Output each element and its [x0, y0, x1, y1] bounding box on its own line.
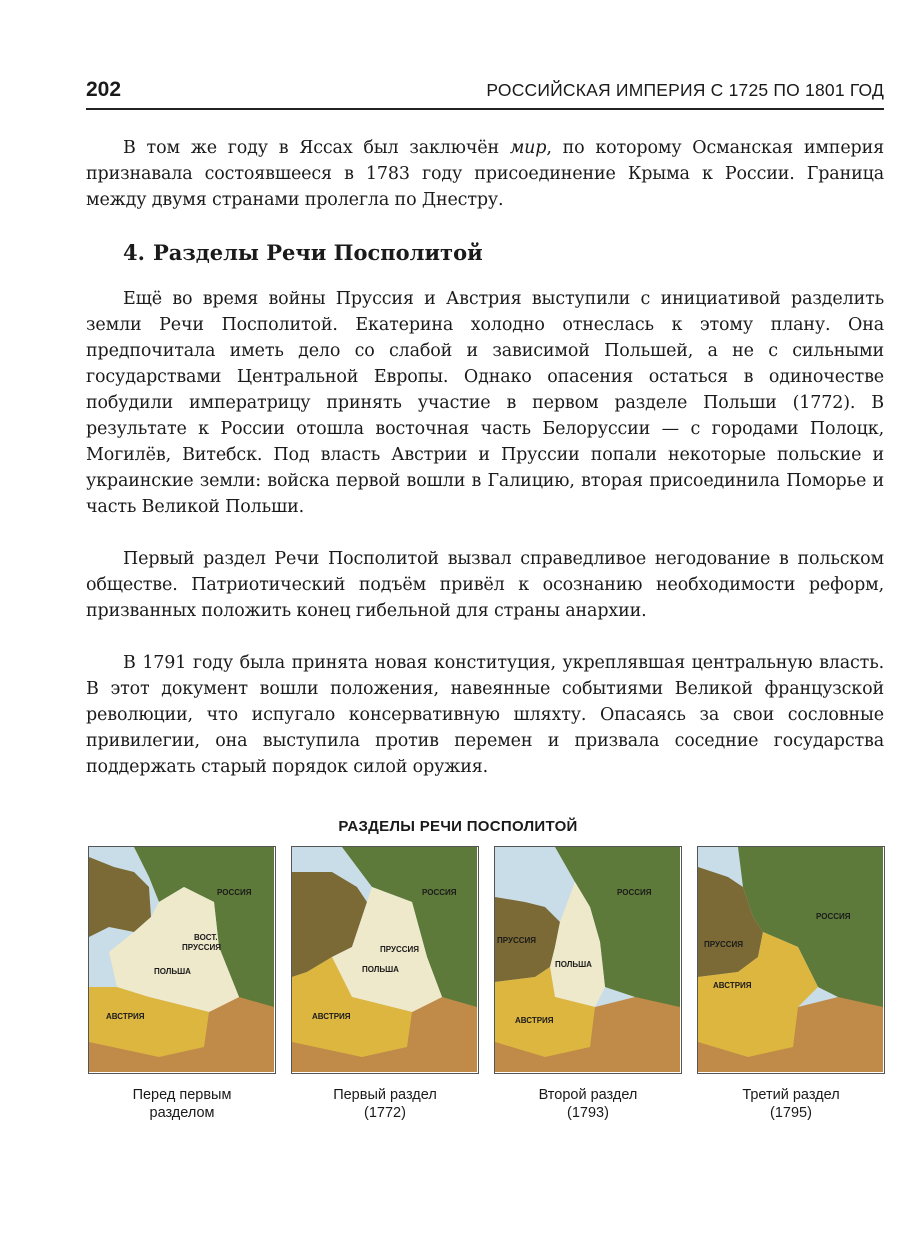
map-first-partition [291, 846, 479, 1074]
label-russia: РОССИЯ [422, 888, 457, 897]
caption-map-2 [285, 1086, 485, 1122]
label-prussia-1: ВОСТ. [194, 933, 218, 942]
caption-line: (1772) [364, 1105, 406, 1121]
label-poland: ПОЛЬША [362, 965, 399, 974]
label-prussia: ПРУССИЯ [704, 940, 744, 949]
caption-line: (1795) [770, 1105, 812, 1121]
map-3-svg [495, 847, 680, 1072]
label-prussia-2: ПРУССИЯ [182, 943, 222, 952]
page-header [86, 78, 884, 110]
section-number: 4. [123, 240, 145, 265]
caption-map-4 [691, 1086, 891, 1122]
section-heading [123, 240, 483, 265]
label-prussia: ПРУССИЯ [497, 936, 537, 945]
paragraph-2: Первый раздел Речи Посполитой вызвал справедливое негодование в польском обществе. Патриотический подъём привёл к осознанию необходимости реформ, призванных положить конец гибельной для страны анархии. [86, 549, 884, 621]
map-third-partition [697, 846, 885, 1074]
label-poland: ПОЛЬША [555, 960, 592, 969]
paragraph-1: Ещё во время войны Пруссия и Австрия выступили с инициативой разделить земли Речи Посполитой. Екатерина холодно отнеслась к этому плану. Она предпочитала иметь дело со слабой и зависимой Польшей, а не с сильными государствами Центральной Европы. Однако опасения остаться в одиночестве побудили императрицу принять участие в первом разделе Польши (1772). В результате к России отошла восточная часть Белоруссии — с городами Полоцк, Могилёв, Витебск. Под власть Австрии и Пруссии попали некоторые польские и украинские земли: войска первой вошли в Галицию, вторая присоединила Поморье и часть Великой Польши. [86, 289, 884, 517]
label-austria: АВСТРИЯ [713, 981, 752, 990]
caption-line: разделом [149, 1105, 215, 1121]
paragraph-3: В 1791 году была принята новая конституция, укреплявшая центральную власть. В этот документ вошли положения, навеянные событиями Великой французской революции, что испугало консервативную шляхту. Опасаясь за свои сословные привилегии, она выступила против перемен и призвала соседние государства поддержать старый порядок силой оружия. [86, 653, 884, 777]
label-prussia: ПРУССИЯ [380, 945, 420, 954]
page-number: 202 [86, 78, 122, 101]
label-austria: АВСТРИЯ [515, 1016, 554, 1025]
label-poland: ПОЛЬША [154, 967, 191, 976]
map-second-partition [494, 846, 682, 1074]
intro-emphasis: мир [509, 138, 547, 158]
intro-text-before: В том же году в Яссах был заключён [123, 138, 510, 158]
figure-title: РАЗДЕЛЫ РЕЧИ ПОСПОЛИТОЙ [338, 818, 578, 835]
map-before-first-partition [88, 846, 276, 1074]
map-1-svg [89, 847, 274, 1072]
caption-line: (1793) [567, 1105, 609, 1121]
label-russia: РОССИЯ [816, 912, 851, 921]
caption-line: Второй раздел [538, 1087, 638, 1103]
map-2-svg [292, 847, 477, 1072]
section-title: Разделы Речи Посполитой [152, 240, 483, 265]
label-austria: АВСТРИЯ [106, 1012, 145, 1021]
intro-paragraph [86, 135, 884, 213]
map-4-svg [698, 847, 883, 1072]
label-austria: АВСТРИЯ [312, 1012, 351, 1021]
label-russia: РОССИЯ [217, 888, 252, 897]
label-russia: РОССИЯ [617, 888, 652, 897]
caption-line: Первый раздел [333, 1087, 437, 1103]
running-title: РОССИЙСКАЯ ИМПЕРИЯ С 1725 ПО 1801 ГОД [486, 80, 884, 100]
caption-map-1 [82, 1086, 282, 1122]
caption-line: Третий раздел [742, 1087, 840, 1103]
intro-text-after: , по которому Османская империя признавала состоявшееся в 1783 году присоединение Крыма к России. Граница между двумя странами пролегла по Днестру. [86, 138, 884, 210]
caption-map-3 [488, 1086, 688, 1122]
caption-line: Перед первым [132, 1087, 232, 1103]
